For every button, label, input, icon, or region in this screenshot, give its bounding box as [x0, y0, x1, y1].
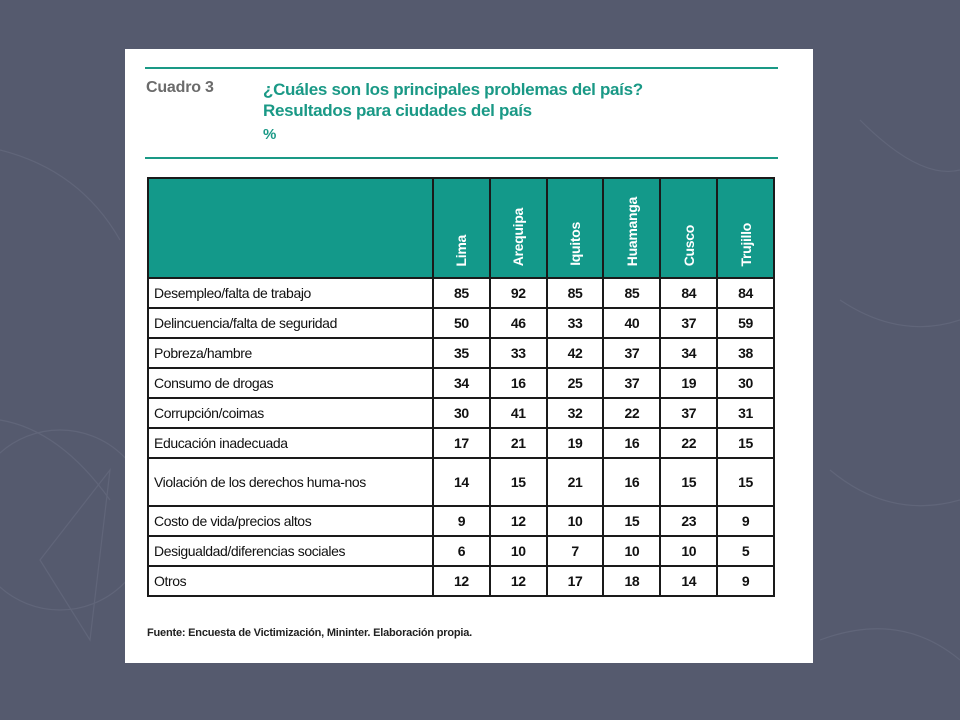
- value-cell: 84: [660, 278, 717, 308]
- value-cell: 14: [660, 566, 717, 596]
- row-label: Corrupción/coimas: [148, 398, 433, 428]
- row-label: Pobreza/hambre: [148, 338, 433, 368]
- value-cell: 18: [603, 566, 660, 596]
- value-cell: 85: [603, 278, 660, 308]
- table-row: [148, 536, 774, 566]
- value-cell: 38: [717, 338, 774, 368]
- table-row: [148, 566, 774, 596]
- value-cell: 7: [547, 536, 604, 566]
- row-label: Desempleo/falta de trabajo: [148, 278, 433, 308]
- value-cell: 84: [717, 278, 774, 308]
- table-row: [148, 338, 774, 368]
- source-note: Fuente: Encuesta de Victimización, Mininter. Elaboración propia.: [147, 627, 473, 639]
- value-cell: 21: [547, 458, 604, 506]
- value-cell: 37: [603, 368, 660, 398]
- table-row: [148, 458, 774, 506]
- value-cell: 31: [717, 398, 774, 428]
- value-cell: 15: [717, 458, 774, 506]
- value-cell: 46: [490, 308, 547, 338]
- table-row: [148, 368, 774, 398]
- value-cell: 59: [717, 308, 774, 338]
- column-header-label: Lima: [453, 234, 470, 266]
- title-line-2: Resultados para ciudades del país: [263, 101, 532, 120]
- table-row: [148, 398, 774, 428]
- value-cell: 32: [547, 398, 604, 428]
- column-header: [717, 178, 774, 278]
- column-header: [660, 178, 717, 278]
- table-row: [148, 278, 774, 308]
- value-cell: 19: [547, 428, 604, 458]
- table-row: [148, 308, 774, 338]
- column-header: [547, 178, 604, 278]
- row-label: Otros: [148, 566, 433, 596]
- value-cell: 34: [433, 368, 490, 398]
- header-blank-cell: [148, 178, 433, 278]
- value-cell: 15: [717, 428, 774, 458]
- value-cell: 41: [490, 398, 547, 428]
- header-row: [148, 178, 774, 278]
- value-cell: 22: [660, 428, 717, 458]
- value-cell: 9: [717, 566, 774, 596]
- value-cell: 34: [660, 338, 717, 368]
- bottom-rule: [145, 157, 778, 159]
- value-cell: 6: [433, 536, 490, 566]
- value-cell: 33: [490, 338, 547, 368]
- column-header-label: Huamanga: [623, 196, 640, 266]
- value-cell: 12: [433, 566, 490, 596]
- table-title: [263, 79, 783, 145]
- value-cell: 30: [717, 368, 774, 398]
- value-cell: 17: [433, 428, 490, 458]
- value-cell: 42: [547, 338, 604, 368]
- value-cell: 10: [603, 536, 660, 566]
- value-cell: 10: [547, 506, 604, 536]
- table-number-label: Cuadro 3: [146, 79, 214, 96]
- value-cell: 10: [660, 536, 717, 566]
- table-body: [148, 278, 774, 596]
- value-cell: 30: [433, 398, 490, 428]
- value-cell: 40: [603, 308, 660, 338]
- value-cell: 22: [603, 398, 660, 428]
- row-label: Consumo de drogas: [148, 368, 433, 398]
- row-label: Delincuencia/falta de seguridad: [148, 308, 433, 338]
- value-cell: 16: [490, 368, 547, 398]
- row-label: Costo de vida/precios altos: [148, 506, 433, 536]
- value-cell: 33: [547, 308, 604, 338]
- value-cell: 9: [433, 506, 490, 536]
- value-cell: 92: [490, 278, 547, 308]
- results-table: [147, 177, 775, 597]
- value-cell: 9: [717, 506, 774, 536]
- column-header: [490, 178, 547, 278]
- table-card: [125, 49, 813, 663]
- value-cell: 12: [490, 506, 547, 536]
- value-cell: 37: [603, 338, 660, 368]
- value-cell: 21: [490, 428, 547, 458]
- value-cell: 50: [433, 308, 490, 338]
- value-cell: 17: [547, 566, 604, 596]
- value-cell: 10: [490, 536, 547, 566]
- value-cell: 37: [660, 308, 717, 338]
- value-cell: 15: [660, 458, 717, 506]
- column-header: [433, 178, 490, 278]
- value-cell: 37: [660, 398, 717, 428]
- column-header-label: Iquitos: [567, 222, 584, 266]
- table-row: [148, 428, 774, 458]
- value-cell: 15: [603, 506, 660, 536]
- value-cell: 85: [547, 278, 604, 308]
- column-header-label: Arequipa: [510, 207, 527, 266]
- value-cell: 5: [717, 536, 774, 566]
- column-header-label: Cusco: [680, 224, 697, 266]
- title-line-1: ¿Cuáles son los principales problemas del país?: [263, 80, 643, 99]
- value-cell: 16: [603, 458, 660, 506]
- unit-label: %: [263, 126, 277, 143]
- column-header-label: Trujillo: [737, 222, 754, 266]
- value-cell: 85: [433, 278, 490, 308]
- value-cell: 25: [547, 368, 604, 398]
- value-cell: 16: [603, 428, 660, 458]
- value-cell: 14: [433, 458, 490, 506]
- value-cell: 12: [490, 566, 547, 596]
- value-cell: 35: [433, 338, 490, 368]
- row-label: Violación de los derechos huma-nos: [148, 458, 433, 506]
- value-cell: 15: [490, 458, 547, 506]
- column-header: [603, 178, 660, 278]
- top-rule: [145, 67, 778, 69]
- table-row: [148, 506, 774, 536]
- row-label: Desigualdad/diferencias sociales: [148, 536, 433, 566]
- row-label: Educación inadecuada: [148, 428, 433, 458]
- value-cell: 23: [660, 506, 717, 536]
- value-cell: 19: [660, 368, 717, 398]
